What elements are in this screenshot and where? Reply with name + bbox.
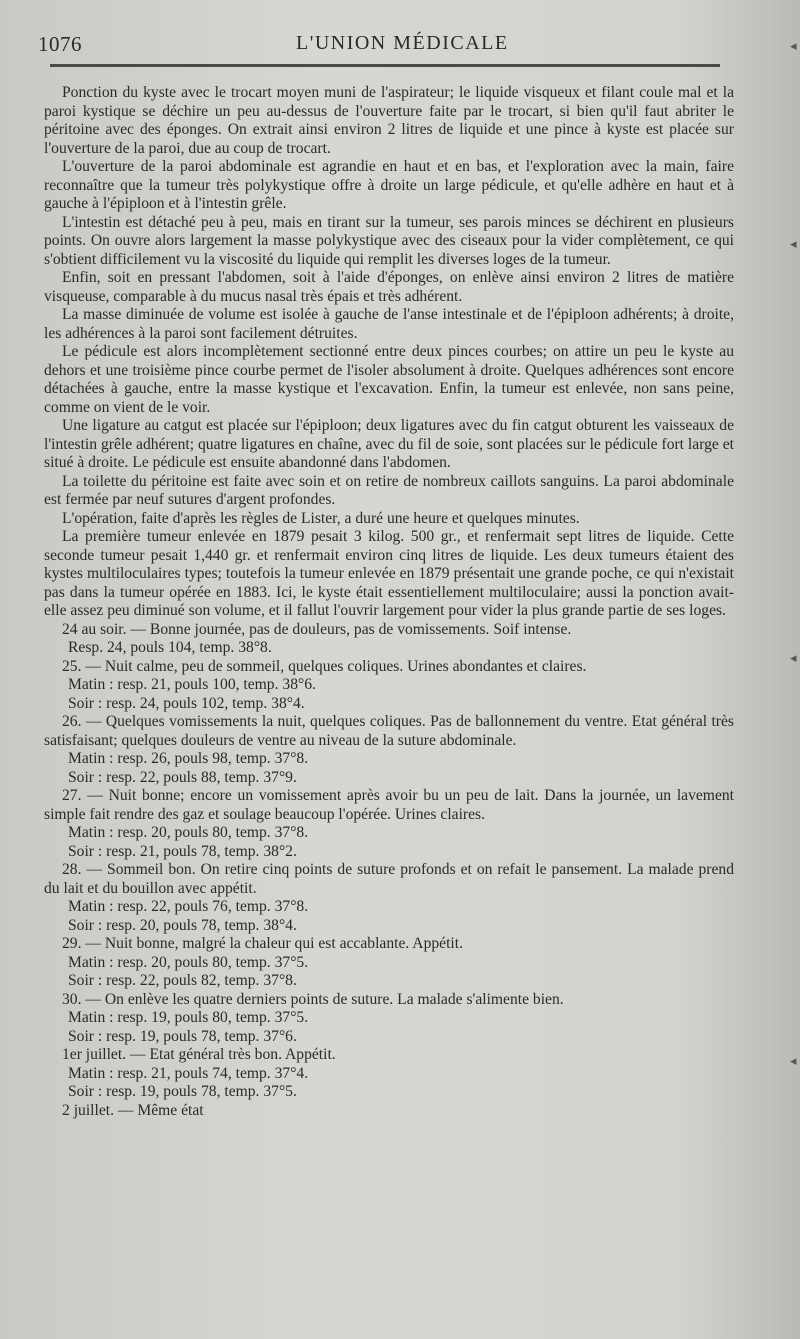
paragraph: Soir : resp. 20, pouls 78, temp. 38°4. — [68, 916, 297, 934]
paragraph: 2 juillet. — Même état — [62, 1101, 204, 1119]
paragraph: Ponction du kyste avec le trocart moyen muni de l'aspirateur; le liquide visqueux et filant coule mal et la paroi kystique se déchire un peu au-dessus de l'ouverture faite par le trocart, si bien qu'il faut abriter le péritoine avec des éponges. On extrait ainsi environ 2 litres de liquide et une pince à kyste est placée sur l'ouverture de la paroi, due au coup de trocart. — [44, 84, 734, 157]
paragraph: Matin : resp. 22, pouls 76, temp. 37°8. — [68, 898, 309, 915]
margin-mark: ◂ — [790, 1054, 797, 1069]
margin-mark: ◂ — [790, 237, 797, 252]
running-title: L'UNION MÉDICALE — [296, 32, 509, 54]
paragraph: Une ligature au catgut est placée sur l'épiploon; deux ligatures avec du fin catgut obturent les vaisseaux de l'intestin grêle adhérent; quatre ligatures en chaîne, avec du fil de soie, sont placées sur le pédicule fort large et situé à droite. Le pédicule est ensuite abandonné dans l'abdomen. — [44, 417, 734, 471]
paragraph: Matin : resp. 19, pouls 80, temp. 37°5. — [68, 1009, 309, 1026]
paragraph: Resp. 24, pouls 104, temp. 38°8. — [68, 639, 272, 656]
paragraph: 1er juillet. — Etat général très bon. Appétit. — [62, 1046, 336, 1063]
paragraph: 30. — On enlève les quatre derniers points de suture. La malade s'alimente bien. — [62, 990, 564, 1008]
body-text — [44, 84, 734, 1120]
paragraph: Matin : resp. 20, pouls 80, temp. 37°8. — [68, 824, 309, 841]
paragraph: La toilette du péritoine est faite avec soin et on retire de nombreux caillots sanguins. La paroi abdominale est fermée par neuf sutures d'argent profondes. — [44, 472, 734, 508]
page-number: 1076 — [38, 32, 82, 56]
paragraph: Le pédicule est alors incomplètement sectionné entre deux pinces courbes; on attire un peu le kyste au dehors et une troisième pince courbe permet de l'isoler absolument à droite. Quelques adhérences sont encore détachées à gauche, entre la masse kystique et l'excavation. Enfin, la tumeur est enlevée, non sans peine, comme on vient de le voir. — [44, 343, 734, 416]
paragraph: La masse diminuée de volume est isolée à gauche de l'anse intestinale et de l'épiploon adhérents; à droite, les adhérences à la paroi sont facilement détruites. — [44, 306, 734, 342]
paragraph: Soir : resp. 19, pouls 78, temp. 37°5. — [68, 1083, 297, 1100]
paragraph: Soir : resp. 21, pouls 78, temp. 38°2. — [68, 842, 297, 860]
paragraph: L'ouverture de la paroi abdominale est agrandie en haut et en bas, et l'exploration avec la main, faire reconnaître que la tumeur très polykystique offre à droite un large pédicule, et qu'elle adhère en haut et à gauche à l'épiploon et à l'intestin grêle. — [44, 158, 734, 212]
paragraph: Soir : resp. 22, pouls 88, temp. 37°9. — [68, 768, 297, 786]
paragraph: Matin : resp. 21, pouls 74, temp. 37°4. — [68, 1064, 309, 1082]
paragraph: Soir : resp. 24, pouls 102, temp. 38°4. — [68, 694, 305, 712]
header-rule — [50, 64, 720, 67]
paragraph: 28. — Sommeil bon. On retire cinq points de suture profonds et on refait le pansement. La malade prend du lait et du bouillon avec appétit. — [44, 861, 734, 897]
paragraph: 24 au soir. — Bonne journée, pas de douleurs, pas de vomissements. Soif intense. — [62, 620, 572, 638]
paragraph: Matin : resp. 26, pouls 98, temp. 37°8. — [68, 750, 309, 767]
paragraph: L'opération, faite d'après les règles de Lister, a duré une heure et quelques minutes. — [62, 509, 580, 527]
paragraph: La première tumeur enlevée en 1879 pesait 3 kilog. 500 gr., et renfermait sept litres de liquide. Cette seconde tumeur pesait 1,440 gr. et renfermait environ cinq litres de liquide. Les deux tumeurs étaient des kystes multiloculaires types; toutefois la tumeur enlevée en 1879 présentait une grande poche, ce qui n'existait pas dans la tumeur opérée en 1883. Ici, le kyste était essentiellement multiloculaire; aussi la ponction avait-elle assez peu diminué son volume, et il fallut l'ouvrir largement pour vider la plus grande partie de ses loges. — [44, 528, 734, 619]
paragraph: 29. — Nuit bonne, malgré la chaleur qui est accablante. Appétit. — [62, 935, 463, 952]
paragraph: 25. — Nuit calme, peu de sommeil, quelques coliques. Urines abondantes et claires. — [62, 657, 587, 675]
paragraph: Soir : resp. 22, pouls 82, temp. 37°8. — [68, 972, 297, 989]
margin-mark: ◂ — [790, 39, 797, 54]
paragraph: L'intestin est détaché peu à peu, mais en tirant sur la tumeur, ses parois minces se déchirent en plusieurs points. On ouvre alors largement la masse polykystique avec des ciseaux pour la vider complètement, ce qui s'obtient difficilement vu la viscosité du liquide qui remplit les diverses loges de la tumeur. — [44, 213, 734, 268]
paragraph: Matin : resp. 20, pouls 80, temp. 37°5. — [68, 953, 309, 971]
page-header — [38, 30, 718, 60]
paragraph: 26. — Quelques vomissements la nuit, quelques coliques. Pas de ballonnement du ventre. Etat général très satisfaisant; quelques douleurs de ventre au niveau de la suture abdominale. — [44, 713, 734, 749]
margin-mark: ◂ — [790, 651, 797, 666]
paragraph: Enfin, soit en pressant l'abdomen, soit à l'aide d'éponges, on enlève ainsi environ 2 litres de matière visqueuse, comparable à du mucus nasal très épais et très adhérent. — [44, 269, 734, 305]
paragraph: 27. — Nuit bonne; encore un vomissement après avoir bu un peu de lait. Dans la journée, un lavement simple fait rendre des gaz et soulage beaucoup l'opérée. Urines claires. — [44, 787, 734, 823]
paragraph: Soir : resp. 19, pouls 78, temp. 37°6. — [68, 1027, 297, 1045]
paragraph: Matin : resp. 21, pouls 100, temp. 38°6. — [68, 676, 316, 693]
